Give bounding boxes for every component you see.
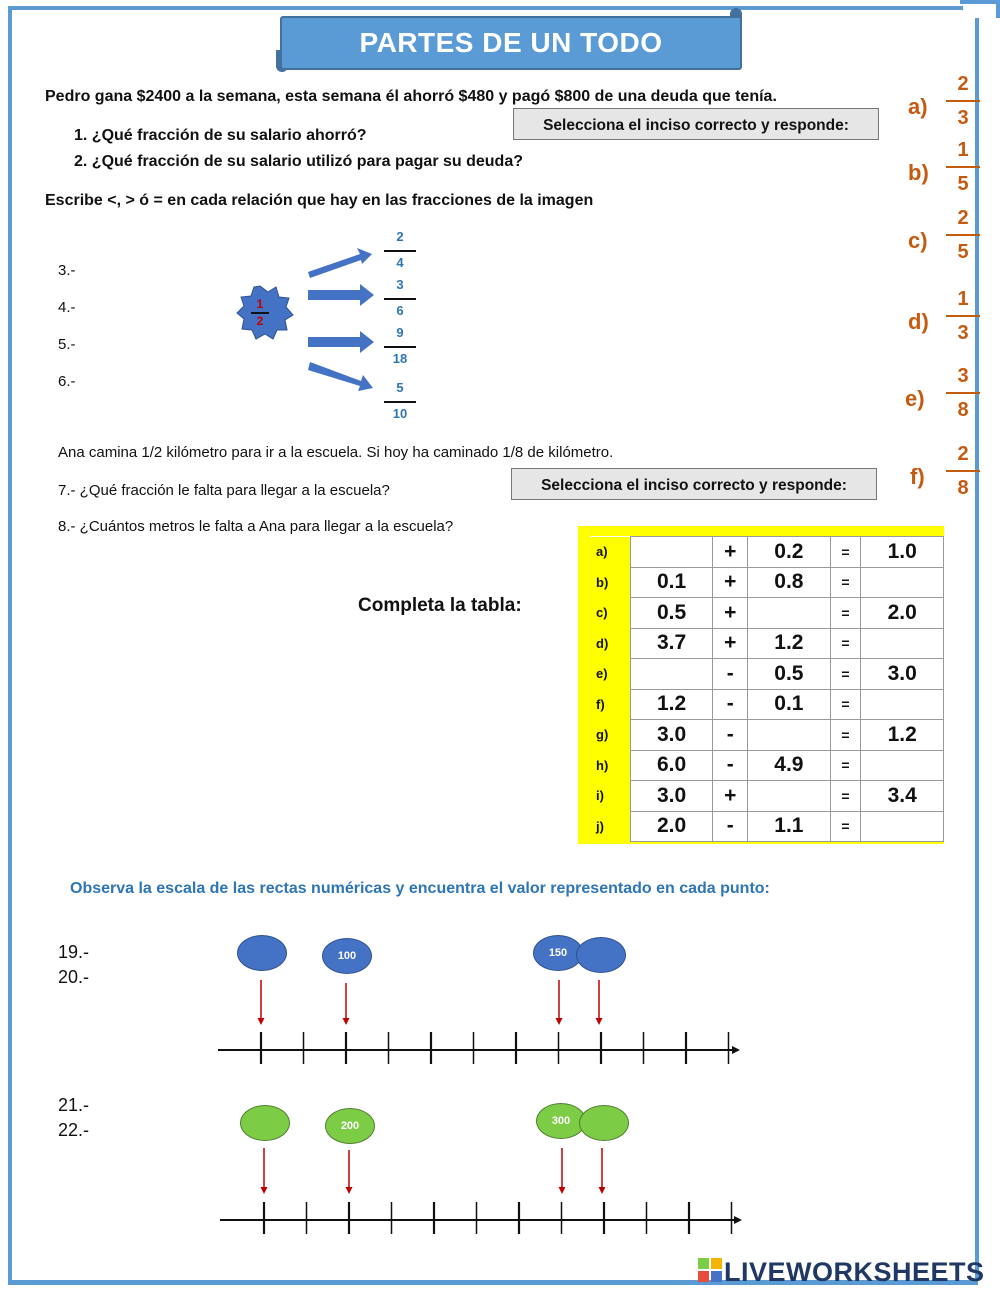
axis-arrowhead-icon bbox=[732, 1046, 740, 1054]
result-cell: 3.4 bbox=[861, 781, 944, 812]
question-8: 8.- ¿Cuántos metros le falta a Ana para llegar a la escuela? bbox=[58, 518, 454, 535]
comparison-diagram bbox=[220, 240, 380, 400]
result-cell[interactable] bbox=[861, 567, 944, 598]
operator-cell: - bbox=[713, 689, 748, 720]
equals-cell: = bbox=[830, 811, 861, 842]
option-denominator: 3 bbox=[957, 107, 969, 129]
liveworksheets-logo-text: LIVEWORKSHEETS bbox=[724, 1257, 985, 1287]
equals-cell: = bbox=[830, 567, 861, 598]
table-row bbox=[590, 689, 944, 720]
operand-b-cell: 0.1 bbox=[748, 689, 831, 720]
option-fraction bbox=[946, 442, 980, 500]
center-numerator: 1 bbox=[256, 297, 264, 311]
question-1: 1. ¿Qué fracción de su salario ahorró? bbox=[74, 127, 367, 144]
arrow-2-icon bbox=[308, 284, 374, 306]
option-denominator: 8 bbox=[957, 477, 969, 499]
operand-a-cell: 0.1 bbox=[630, 567, 713, 598]
item-5-label: 5.- bbox=[58, 336, 76, 353]
label-150-bubble: 150 bbox=[533, 935, 583, 971]
result-cell[interactable] bbox=[861, 811, 944, 842]
operator-cell: + bbox=[713, 567, 748, 598]
result-cell: 1.2 bbox=[861, 720, 944, 751]
operator-cell: + bbox=[713, 628, 748, 659]
arrow-1-icon bbox=[308, 248, 372, 278]
equals-cell: = bbox=[830, 781, 861, 812]
result-cell[interactable] bbox=[861, 628, 944, 659]
operand-a-cell[interactable] bbox=[630, 659, 713, 690]
label-300-bubble: 300 bbox=[536, 1103, 586, 1139]
operand-b-cell[interactable] bbox=[748, 720, 831, 751]
operator-cell: - bbox=[713, 720, 748, 751]
operator-cell: + bbox=[713, 781, 748, 812]
label-100-bubble: 100 bbox=[322, 938, 372, 974]
axis-arrowhead-icon bbox=[734, 1216, 742, 1224]
table-row bbox=[590, 659, 944, 690]
table-row bbox=[590, 598, 944, 629]
operand-a-cell: 3.7 bbox=[630, 628, 713, 659]
row-label: c) bbox=[590, 598, 630, 629]
option-denominator: 5 bbox=[957, 173, 969, 195]
option-denominator: 5 bbox=[957, 241, 969, 263]
target-1-num: 2 bbox=[396, 229, 404, 244]
operand-b-cell: 1.1 bbox=[748, 811, 831, 842]
arrow-4-icon bbox=[308, 362, 373, 391]
problem1-select-label: Selecciona el inciso correcto y responde: bbox=[513, 108, 879, 140]
result-cell[interactable] bbox=[861, 750, 944, 781]
item-4-label: 4.- bbox=[58, 299, 76, 316]
numberline-instruction: Observa la escala de las rectas numéricas y encuentra el valor representado en cada punto: bbox=[70, 880, 770, 897]
option-letter: f) bbox=[910, 464, 925, 489]
target-1-den: 4 bbox=[396, 254, 404, 270]
option-fraction bbox=[946, 138, 980, 196]
option-denominator: 3 bbox=[957, 322, 969, 344]
option-fraction-bar bbox=[946, 470, 980, 472]
target-fraction-3 bbox=[384, 326, 416, 366]
frame-corner bbox=[960, 0, 1000, 18]
option-fraction bbox=[946, 206, 980, 264]
option-letter: a) bbox=[908, 94, 928, 119]
point-22-bubble bbox=[579, 1105, 629, 1141]
liveworksheets-logo-icon bbox=[698, 1258, 722, 1282]
target-fraction-2 bbox=[384, 278, 416, 318]
target-3-den: 18 bbox=[392, 350, 408, 366]
option-numerator: 3 bbox=[957, 365, 969, 387]
problem1-statement: Pedro gana $2400 a la semana, esta semana él ahorró $480 y pagó $800 de una deuda que tenía. bbox=[45, 88, 777, 105]
operand-b-cell: 1.2 bbox=[748, 628, 831, 659]
operand-a-cell[interactable] bbox=[630, 537, 713, 568]
equals-cell: = bbox=[830, 598, 861, 629]
item-19-label: 19.- bbox=[58, 942, 90, 962]
table-row bbox=[590, 567, 944, 598]
row-label: g) bbox=[590, 720, 630, 751]
option-fraction-bar bbox=[946, 315, 980, 317]
option-numerator: 1 bbox=[957, 288, 969, 310]
row-label: f) bbox=[590, 689, 630, 720]
table-row bbox=[590, 720, 944, 751]
center-denominator: 2 bbox=[256, 313, 264, 328]
target-2-bar bbox=[384, 298, 416, 300]
point-21-bubble bbox=[240, 1105, 290, 1141]
row-label: d) bbox=[590, 628, 630, 659]
point-19-bubble bbox=[237, 935, 287, 971]
operand-b-cell[interactable] bbox=[748, 781, 831, 812]
operand-a-cell: 0.5 bbox=[630, 598, 713, 629]
operand-b-cell: 0.8 bbox=[748, 567, 831, 598]
operand-a-cell: 6.0 bbox=[630, 750, 713, 781]
option-letter: e) bbox=[905, 386, 925, 411]
item-3-label: 3.- bbox=[58, 262, 76, 279]
row-label: b) bbox=[590, 567, 630, 598]
number-line-1 bbox=[210, 1020, 750, 1070]
row-label: h) bbox=[590, 750, 630, 781]
result-cell: 3.0 bbox=[861, 659, 944, 690]
operator-cell: - bbox=[713, 659, 748, 690]
target-3-bar bbox=[384, 346, 416, 348]
item-21-label: 21.- bbox=[58, 1095, 90, 1115]
decimal-table bbox=[590, 536, 944, 842]
item-20-label: 20.- bbox=[58, 967, 90, 987]
target-4-num: 5 bbox=[396, 380, 404, 395]
option-fraction bbox=[946, 72, 980, 130]
option-fraction bbox=[946, 364, 980, 422]
number-line-2 bbox=[212, 1190, 752, 1240]
equals-cell: = bbox=[830, 659, 861, 690]
item-22-label: 22.- bbox=[58, 1120, 90, 1140]
item-6-label: 6.- bbox=[58, 373, 76, 390]
option-numerator: 1 bbox=[957, 139, 969, 161]
frame-left-border bbox=[8, 6, 12, 1284]
operand-a-cell: 2.0 bbox=[630, 811, 713, 842]
arrow-3-icon bbox=[308, 331, 374, 353]
operand-b-cell: 4.9 bbox=[748, 750, 831, 781]
operand-a-cell: 3.0 bbox=[630, 781, 713, 812]
option-fraction-bar bbox=[946, 166, 980, 168]
target-4-bar bbox=[384, 401, 416, 403]
equals-cell: = bbox=[830, 628, 861, 659]
frame-top-border bbox=[8, 6, 963, 10]
problem2-statement: Ana camina 1/2 kilómetro para ir a la escuela. Si hoy ha caminado 1/8 de kilómetro. bbox=[58, 444, 614, 461]
row-label: i) bbox=[590, 781, 630, 812]
option-numerator: 2 bbox=[957, 443, 969, 465]
row-label: e) bbox=[590, 659, 630, 690]
compare-instruction: Escribe <, > ó = en cada relación que hay en las fracciones de la imagen bbox=[45, 192, 594, 209]
option-numerator: 2 bbox=[957, 73, 969, 95]
decimal-table-panel bbox=[578, 526, 944, 844]
target-1-bar bbox=[384, 250, 416, 252]
question-7: 7.- ¿Qué fracción le falta para llegar a la escuela? bbox=[58, 482, 390, 499]
target-3-num: 9 bbox=[396, 325, 404, 340]
target-fraction-1 bbox=[384, 230, 416, 270]
option-fraction bbox=[946, 287, 980, 345]
label-200-bubble: 200 bbox=[325, 1108, 375, 1144]
option-letter: d) bbox=[908, 309, 929, 334]
option-fraction-bar bbox=[946, 392, 980, 394]
operand-a-cell: 1.2 bbox=[630, 689, 713, 720]
operand-b-cell: 0.5 bbox=[748, 659, 831, 690]
equals-cell: = bbox=[830, 689, 861, 720]
row-label: j) bbox=[590, 811, 630, 842]
table-row bbox=[590, 537, 944, 568]
point-20-bubble bbox=[576, 937, 626, 973]
target-4-den: 10 bbox=[392, 405, 408, 421]
option-numerator: 2 bbox=[957, 207, 969, 229]
question-2: 2. ¿Qué fracción de su salario utilizó para pagar su deuda? bbox=[74, 153, 523, 170]
option-letter: b) bbox=[908, 160, 929, 185]
page-title: PARTES DE UN TODO bbox=[280, 16, 742, 70]
result-cell: 2.0 bbox=[861, 598, 944, 629]
option-letter: c) bbox=[908, 228, 928, 253]
operand-a-cell: 3.0 bbox=[630, 720, 713, 751]
problem2-select-label: Selecciona el inciso correcto y responde: bbox=[511, 468, 877, 500]
operator-cell: + bbox=[713, 598, 748, 629]
table-row bbox=[590, 811, 944, 842]
equals-cell: = bbox=[830, 537, 861, 568]
operand-b-cell[interactable] bbox=[748, 598, 831, 629]
equals-cell: = bbox=[830, 750, 861, 781]
result-cell: 1.0 bbox=[861, 537, 944, 568]
center-fraction bbox=[247, 298, 273, 328]
target-fraction-4 bbox=[384, 381, 416, 421]
option-denominator: 8 bbox=[957, 399, 969, 421]
target-2-den: 6 bbox=[396, 302, 404, 318]
target-2-num: 3 bbox=[396, 277, 404, 292]
option-fraction-bar bbox=[946, 100, 980, 102]
operator-cell: + bbox=[713, 537, 748, 568]
table-row bbox=[590, 750, 944, 781]
option-fraction-bar bbox=[946, 234, 980, 236]
table-row bbox=[590, 628, 944, 659]
operator-cell: - bbox=[713, 750, 748, 781]
row-label: a) bbox=[590, 537, 630, 568]
equals-cell: = bbox=[830, 720, 861, 751]
table-row bbox=[590, 781, 944, 812]
result-cell[interactable] bbox=[861, 689, 944, 720]
operator-cell: - bbox=[713, 811, 748, 842]
table-instruction: Completa la tabla: bbox=[358, 595, 522, 616]
operand-b-cell: 0.2 bbox=[748, 537, 831, 568]
